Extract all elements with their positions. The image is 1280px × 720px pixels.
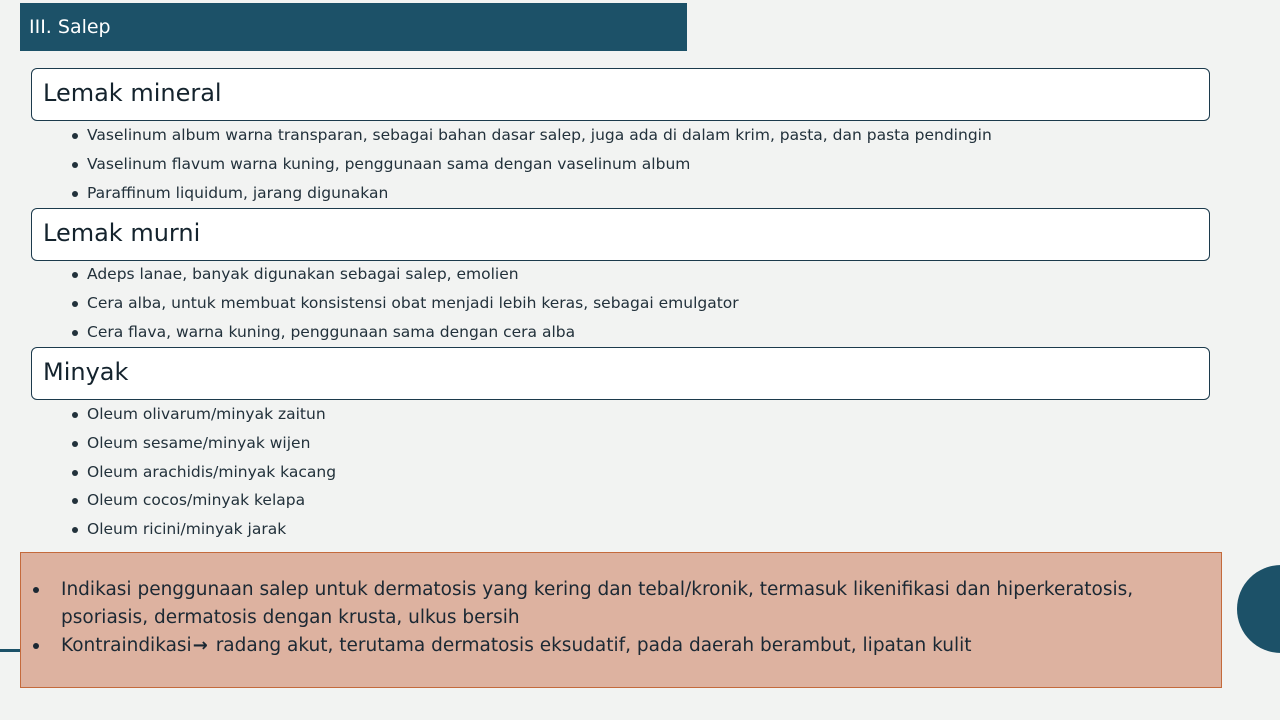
list-item: Vaselinum flavum warna kuning, penggunaan sama dengan vaselinum album — [72, 150, 992, 179]
right-arrow-icon: → — [192, 635, 208, 656]
slide-title: III. Salep — [29, 16, 111, 38]
section-list-minyak — [72, 400, 336, 544]
decorative-circle — [1237, 565, 1280, 653]
section-list-lemak-murni — [72, 260, 739, 346]
list-item: Oleum cocos/minyak kelapa — [72, 486, 336, 515]
list-item: Vaselinum album warna transparan, sebagai bahan dasar salep, juga ada di dalam krim, pasta, dan pasta pendingin — [72, 121, 992, 150]
list-item: Oleum ricini/minyak jarak — [72, 515, 336, 544]
section-title: Lemak mineral — [43, 79, 222, 107]
section-title: Minyak — [43, 358, 129, 386]
section-header-lemak-mineral — [31, 68, 1210, 121]
list-item: Paraffinum liquidum, jarang digunakan — [72, 179, 992, 208]
section-header-minyak — [31, 347, 1210, 400]
section-header-lemak-murni — [31, 208, 1210, 261]
indication-item — [30, 576, 1201, 632]
decorative-line — [0, 649, 20, 652]
indication-text: Indikasi penggunaan salep untuk dermatosis yang kering dan tebal/kronik, termasuk likenifikasi dan hiperkeratosis, psoriasis, dermatosis dengan krusta, ulkus bersih — [61, 579, 1134, 628]
list-item: Cera flava, warna kuning, penggunaan sama dengan cera alba — [72, 318, 739, 347]
contraindication-text: radang akut, terutama dermatosis eksudatif, pada daerah berambut, lipatan kulit — [215, 635, 972, 656]
contraindication-label: Kontraindikasi — [61, 635, 192, 656]
list-item: Oleum arachidis/minyak kacang — [72, 458, 336, 487]
section-title: Lemak murni — [43, 219, 201, 247]
list-item: Oleum olivarum/minyak zaitun — [72, 400, 336, 429]
list-item: Cera alba, untuk membuat konsistensi obat menjadi lebih keras, sebagai emulgator — [72, 289, 739, 318]
note-list — [30, 576, 1201, 660]
slide-title-bar — [20, 3, 687, 51]
contraindication-item — [30, 632, 1201, 660]
list-item: Adeps lanae, banyak digunakan sebagai salep, emolien — [72, 260, 739, 289]
indication-note-box — [20, 552, 1222, 688]
list-item: Oleum sesame/minyak wijen — [72, 429, 336, 458]
section-list-lemak-mineral — [72, 121, 992, 207]
